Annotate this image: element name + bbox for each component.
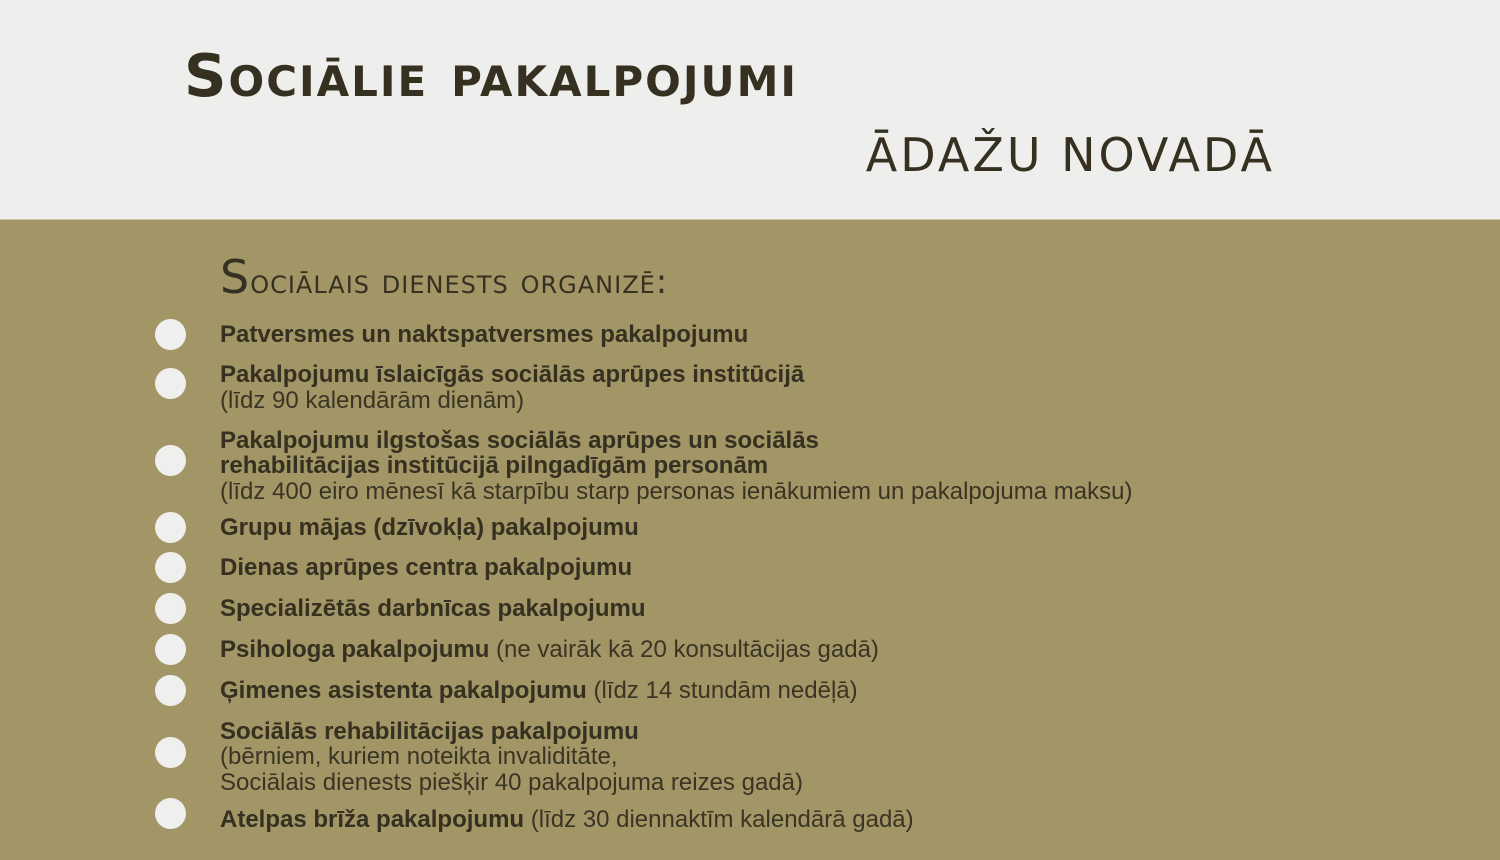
bullet-icon — [155, 319, 186, 350]
item-title: Dienas aprūpes centra pakalpojumu — [220, 554, 633, 581]
item-title: Sociālās rehabilitācijas pakalpojumu — [220, 718, 639, 745]
item-note: (līdz 400 eiro mēnesī kā starpību starp personas ienākumiem un pakalpojuma maksu) — [220, 478, 1133, 505]
header-banner — [0, 0, 1500, 220]
bullet-icon — [155, 634, 186, 665]
item-title: Patversmes un naktspatversmes pakalpojumu — [220, 321, 749, 348]
item-title-line1: Pakalpojumu ilgstošas sociālās aprūpes un sociālās — [220, 427, 819, 454]
item-title: Pakalpojumu īslaicīgās sociālās aprūpes institūcijā — [220, 361, 805, 388]
bullet-icon — [155, 512, 186, 543]
item-text: Atelpas brīža pakalpojumu (līdz 30 diennaktīm kalendārā gadā) — [220, 806, 914, 833]
bullet-icon — [155, 798, 186, 829]
bullet-icon — [155, 445, 186, 476]
page-title: sociālie pakalpojumi — [184, 18, 799, 116]
item-note: (līdz 90 kalendārām dienām) — [220, 387, 525, 414]
bullet-icon — [155, 675, 186, 706]
item-note-line2: Sociālais dienests piešķir 40 pakalpojuma reizes gadā) — [220, 769, 803, 796]
item-text: Psihologa pakalpojumu (ne vairāk kā 20 konsultācijas gadā) — [220, 636, 879, 663]
bullet-icon — [155, 593, 186, 624]
item-title-line2: rehabilitācijas institūcijā pilngadīgām personām — [220, 452, 769, 479]
section-title: Sociālais dienests organizē: — [220, 250, 669, 304]
bullet-icon — [155, 737, 186, 768]
item-text: Ģimenes asistenta pakalpojumu (līdz 14 stundām nedēļā) — [220, 677, 858, 704]
item-title: Grupu mājas (dzīvokļa) pakalpojumu — [220, 514, 639, 541]
bullet-icon — [155, 368, 186, 399]
item-title: Specializētās darbnīcas pakalpojumu — [220, 595, 646, 622]
item-note-line1: (bērniem, kuriem noteikta invaliditāte, — [220, 743, 618, 770]
page-subtitle: ĀDAŽU NOVADĀ — [865, 128, 1275, 182]
bullet-icon — [155, 552, 186, 583]
